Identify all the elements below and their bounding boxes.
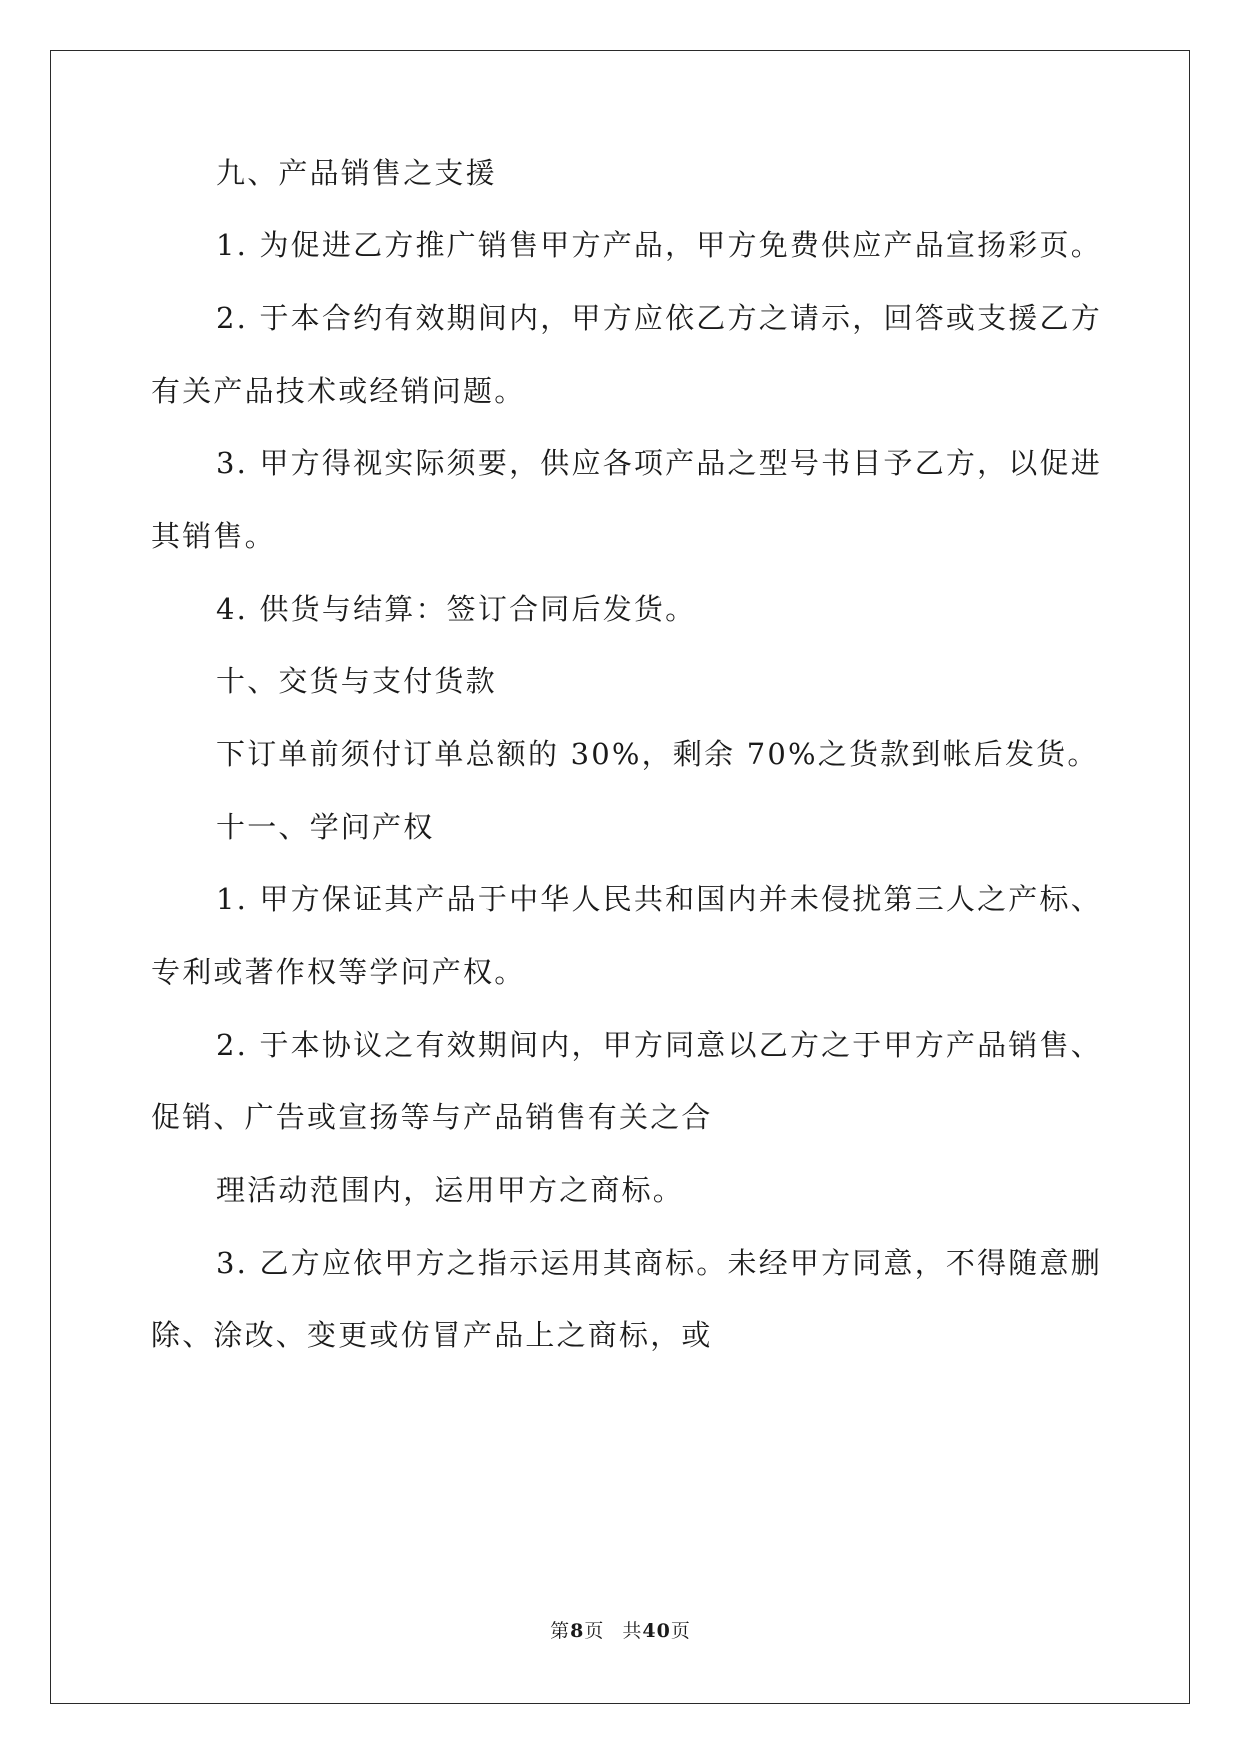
paragraph-line: 3. 甲方得视实际须要，供应各项产品之型号书目予乙方，以促进 [216,446,1102,480]
paragraph-line: 其销售。 [151,519,276,553]
paragraph-line: 促销、广告或宣扬等与产品销售有关之合 [151,1100,713,1134]
paragraph-line: 2. 于本合约有效期间内，甲方应依乙方之请示，回答或支援乙方 [216,301,1102,335]
paragraph-line: 专利或著作权等学问产权。 [151,955,526,989]
paragraph-line: 1. 甲方保证其产品于中华人民共和国内并未侵扰第三人之产标、 [216,882,1102,916]
paragraph-line: 有关产品技术或经销问题。 [151,374,526,408]
paragraph-line: 下订单前须付订单总额的 30%，剩余 70%之货款到帐后发货。 [216,737,1099,771]
paragraph-line: 4. 供货与结算：签订合同后发货。 [216,592,697,626]
page-prefix: 第 [550,1620,571,1642]
total-pages: 40 [642,1620,671,1642]
section-heading-10: 十、交货与支付货款 [216,664,497,698]
section-heading-9: 九、产品销售之支援 [216,156,497,190]
total-prefix: 共 [622,1620,643,1642]
paragraph-line: 3. 乙方应依甲方之指示运用其商标。未经甲方同意，不得随意删 [216,1246,1102,1280]
page-footer [0,1619,1241,1643]
paragraph-line: 理活动范围内，运用甲方之商标。 [216,1173,685,1207]
page-unit: 页 [584,1620,605,1642]
paragraph-line: 2. 于本协议之有效期间内，甲方同意以乙方之于甲方产品销售、 [216,1028,1102,1062]
paragraph-line: 除、涂改、变更或仿冒产品上之商标，或 [151,1318,713,1352]
page-number: 8 [570,1620,585,1642]
total-unit: 页 [670,1620,691,1642]
section-heading-11: 十一、学问产权 [216,810,435,844]
paragraph-line: 1. 为促进乙方推广销售甲方产品，甲方免费供应产品宣扬彩页。 [216,228,1102,262]
page-border [50,50,1190,1704]
